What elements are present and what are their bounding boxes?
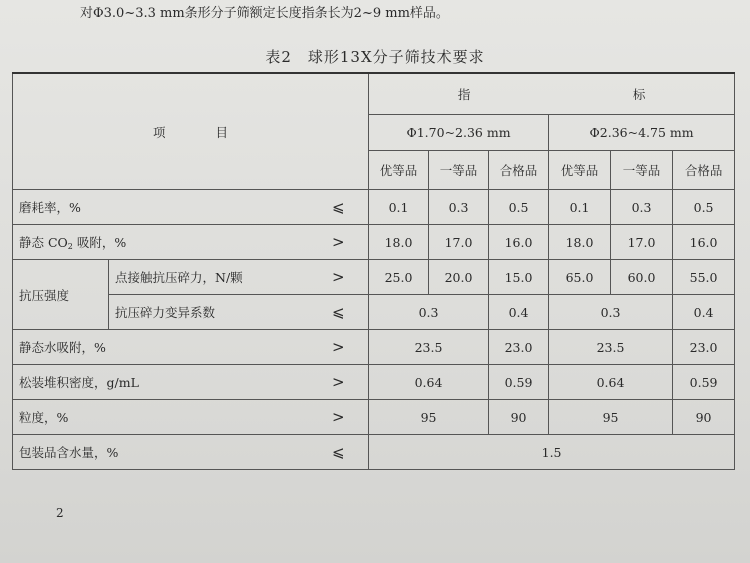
table-row xyxy=(13,400,735,435)
cell-value: 55.0 xyxy=(673,260,735,295)
intro-line: 对Φ3.0~3.3 mm条形分子筛额定长度指条长为2~9 mm样品。 xyxy=(80,6,449,21)
cell-value: 0.59 xyxy=(673,365,735,400)
cell-value: 60.0 xyxy=(611,260,673,295)
comparison-symbol: ⩽ xyxy=(309,435,369,470)
cell-value: 20.0 xyxy=(429,260,489,295)
cell-value: 95 xyxy=(549,400,673,435)
row-label: 包装品含水量，% xyxy=(13,435,309,470)
comparison-symbol: ⩽ xyxy=(309,190,369,225)
table-row xyxy=(13,295,735,330)
table-row xyxy=(13,190,735,225)
grade-header: 优等品 xyxy=(369,151,429,190)
table-row xyxy=(13,225,735,260)
cell-value: 0.3 xyxy=(429,190,489,225)
cell-value: 18.0 xyxy=(369,225,429,260)
row-group-label: 抗压强度 xyxy=(13,260,109,330)
row-label: 点接触抗压碎力，N/颗 xyxy=(109,260,309,295)
cell-value: 90 xyxy=(489,400,549,435)
header-size-group-2: Φ2.36~4.75 mm xyxy=(549,115,735,151)
table-row xyxy=(13,365,735,400)
comparison-symbol: > xyxy=(309,400,369,435)
cell-value: 0.4 xyxy=(673,295,735,330)
cell-value: 0.59 xyxy=(489,365,549,400)
cell-value: 0.5 xyxy=(673,190,735,225)
cell-value: 0.1 xyxy=(369,190,429,225)
grade-header: 一等品 xyxy=(429,151,489,190)
cell-value: 90 xyxy=(673,400,735,435)
comparison-symbol: ⩽ xyxy=(309,295,369,330)
comparison-symbol: > xyxy=(309,260,369,295)
comparison-symbol: > xyxy=(309,225,369,260)
cell-value: 95 xyxy=(369,400,489,435)
header-size-group-1: Φ1.70~2.36 mm xyxy=(369,115,549,151)
row-label: 抗压碎力变异系数 xyxy=(109,295,309,330)
cell-value: 1.5 xyxy=(369,435,735,470)
row-label: 静态水吸附，% xyxy=(13,330,309,365)
row-label: 粒度，% xyxy=(13,400,309,435)
header-item: 项 目 xyxy=(13,73,369,190)
grade-header: 合格品 xyxy=(489,151,549,190)
cell-value: 18.0 xyxy=(549,225,611,260)
spec-table xyxy=(12,72,735,470)
table-row xyxy=(13,435,735,470)
cell-value: 0.3 xyxy=(611,190,673,225)
cell-value: 23.0 xyxy=(489,330,549,365)
row-label: 静态 $CO_2$ 吸附，% xyxy=(13,225,309,260)
table-row xyxy=(13,330,735,365)
grade-header: 一等品 xyxy=(611,151,673,190)
cell-value: 0.5 xyxy=(489,190,549,225)
cell-value: 17.0 xyxy=(429,225,489,260)
row-label: 磨耗率，% xyxy=(13,190,309,225)
cell-value: 16.0 xyxy=(489,225,549,260)
cell-value: 23.0 xyxy=(673,330,735,365)
cell-value: 65.0 xyxy=(549,260,611,295)
cell-value: 23.5 xyxy=(549,330,673,365)
row-label: 松装堆积密度，g/mL xyxy=(13,365,309,400)
grade-header: 优等品 xyxy=(549,151,611,190)
grade-header: 合格品 xyxy=(673,151,735,190)
table-title: 表2 球形13X分子筛技术要求 xyxy=(265,48,485,66)
header-index: 指 标 xyxy=(369,73,735,115)
cell-value: 0.64 xyxy=(549,365,673,400)
cell-value: 0.3 xyxy=(549,295,673,330)
cell-value: 0.4 xyxy=(489,295,549,330)
table-row xyxy=(13,260,735,295)
page-number: 2 xyxy=(56,506,64,520)
cell-value: 25.0 xyxy=(369,260,429,295)
cell-value: 0.1 xyxy=(549,190,611,225)
cell-value: 15.0 xyxy=(489,260,549,295)
cell-value: 16.0 xyxy=(673,225,735,260)
cell-value: 0.3 xyxy=(369,295,489,330)
cell-value: 0.64 xyxy=(369,365,489,400)
comparison-symbol: > xyxy=(309,330,369,365)
comparison-symbol: > xyxy=(309,365,369,400)
cell-value: 23.5 xyxy=(369,330,489,365)
cell-value: 17.0 xyxy=(611,225,673,260)
